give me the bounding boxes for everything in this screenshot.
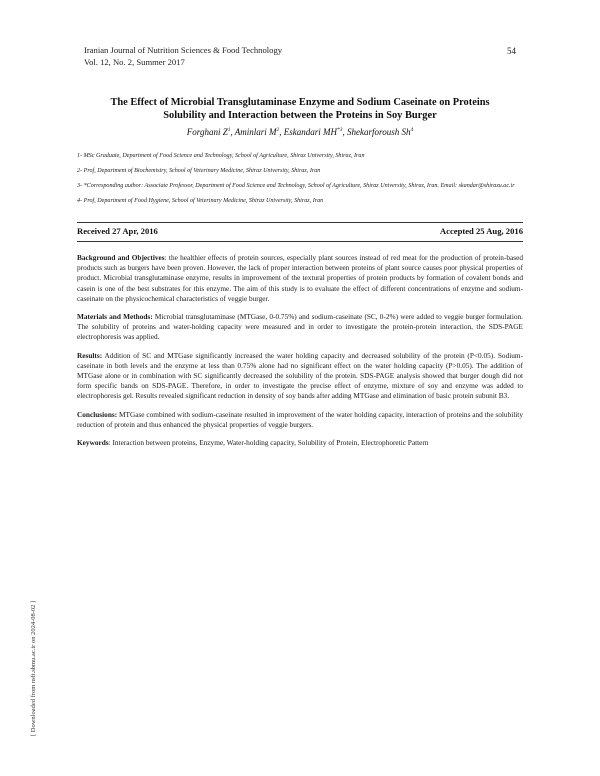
paper-title (70, 96, 530, 122)
abstract (77, 253, 523, 456)
page-number: 54 (507, 46, 516, 56)
affiliation-1: 1- MSc Graduate, Department of Food Science and Technology, School of Agriculture, Shiraz University, Shiraz, Iran (77, 153, 365, 159)
author-name: Forghani Z (186, 127, 228, 137)
section-label: Background and Objectives (77, 253, 165, 262)
author-list: Forghani $Z^1$, Aminlari $M^2$, Eskandari MH$^{*3}$, Shekarforoush Sh$^4$ (186, 127, 414, 137)
abstract-conclusions (77, 410, 523, 430)
affiliation-3: 3- *Corresponding author: Associate Professor, Department of Food Science and Technology, School of Agriculture, Shiraz University, Shiraz, Iran. Email: skandar@shirazu.ac.ir (77, 183, 515, 189)
author-affiliation-mark: 2 (276, 127, 280, 133)
title-line-2: Solubility and Interaction between the Proteins in Soy Burger (163, 110, 437, 121)
journal-volume: Vol. 12, No. 2, Summer 2017 (84, 57, 185, 67)
section-label: Conclusions: (77, 409, 118, 419)
accepted-date: Accepted 25 Aug, 2016 (439, 226, 523, 236)
section-text: : the healthier effects of protein sources, especially plant sources instead of red meat for the production of protein-based products such as burgers have been proven. However, the lack of proper interaction between proteins of plant source causes poor physical properties of product. Microbial transglutaminase enzyme, results in improvement of the textural properties of protein products by formation of covalent bonds and casein is one of the best substrates for this enzyme. The aim of this study is to evaluate the effect of different concentrations of enzyme and sodium-caseinate on the physicochemical characteristics of veggie burger. (77, 253, 523, 303)
section-label: Keywords (77, 438, 109, 448)
section-text: : Interaction between proteins, Enzyme, Water-holding capacity, Solubility of Protein, Electrophoretic Pattern (108, 438, 429, 448)
section-text: MTGase combined with sodium-caseinate resulted in improvement of the water holding capacity, interaction of proteins and the solubility reduction of protein and thus enhanced the physical properties of veggie burgers. (77, 409, 523, 429)
divider (77, 241, 523, 242)
section-label: Results: (77, 350, 103, 360)
affiliation-4: 4- Prof, Department of Food Hygiene, School of Veterinary Medicine, Shiraz University, Shiraz, Iran (77, 198, 324, 204)
received-date: Received 27 Apr, 2016 (77, 226, 158, 236)
abstract-methods (77, 312, 523, 343)
section-text: Microbial transglutaminase (MTGase, 0-0.75%) and sodium-caseinate (SC, 0-2%) were added to veggie burger formulation. The solubility of proteins and water-holding capacity were measured and in order to investigate the protein-protein interaction, the SDS-PAGE electrophoresis was applied. (77, 312, 523, 342)
author-name: Eskandari MH (283, 127, 338, 137)
author-name: Shekarforoush Sh (347, 127, 411, 137)
author-name: Aminlari M (234, 127, 277, 137)
abstract-results (77, 351, 523, 402)
section-text: Addition of SC and MTGase significantly increased the water holding capacity and decreased solubility of the protein (P<0.05). Sodium-caseinate in both levels and the enzyme at less than 0.75% alone had no significant effect on the water holding capacity (P>0.05). The addition of MTGase alone or in combination with SC significantly decreased the solubility of the protein. SDS-PAGE analysis showed that burger dough did not form specific bands on SDS-PAGE. Therefore, in order to investigate the precise effect of enzyme, mixture of soy and enzyme was added to electrophoresis gel. Results revealed significant reduction in density of soy bands after adding MTGase and elimination of basic protein subunit B3. (77, 350, 523, 401)
author-affiliation-mark: 4 (410, 127, 414, 133)
author-affiliation-mark: *3 (337, 127, 343, 133)
journal-name: Iranian Journal of Nutrition Sciences & Food Technology (84, 45, 283, 55)
divider (77, 222, 523, 223)
author-affiliation-mark: 1 (227, 127, 231, 133)
abstract-keywords (77, 438, 523, 448)
abstract-background (77, 253, 523, 304)
journal-header (84, 44, 282, 68)
section-label: Materials and Methods: (77, 312, 153, 322)
affiliation-2: 2- Prof, Department of Biochemistry, School of Veterinary Medicine, Shiraz University, Shiraz, Iran (77, 168, 321, 174)
affiliations (77, 152, 525, 212)
title-line-1: The Effect of Microbial Transglutaminase Enzyme and Sodium Caseinate on Proteins (110, 97, 490, 108)
download-watermark: [ Downloaded from nsft.sbmu.ac.ir on 2024-08-02 ] (30, 600, 37, 736)
